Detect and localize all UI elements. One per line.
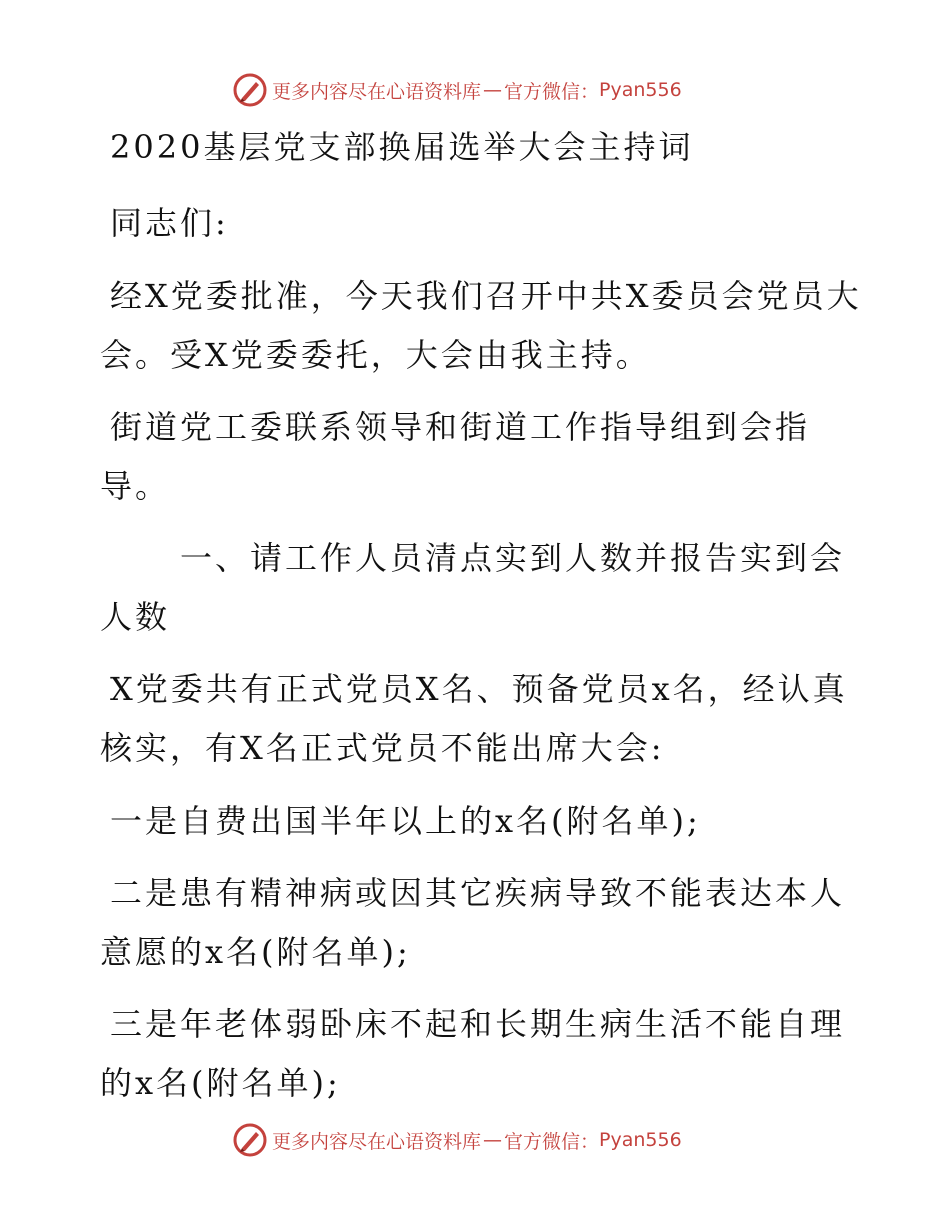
footer-watermark	[232, 1120, 682, 1160]
paragraph-line: 导。	[100, 467, 171, 505]
list-item: 意愿的x名(附名单);	[100, 933, 411, 971]
paragraph-line: 街道党工委联系领导和街道工作指导组到会指	[110, 408, 811, 446]
watermark-dash: —	[483, 1129, 503, 1151]
watermark-label: 官方微信：	[504, 80, 600, 103]
paragraph-line: 同志们:	[110, 204, 229, 242]
watermark-label: 官方微信：	[504, 1130, 600, 1153]
paragraph-line: 经X党委批准，今天我们召开中共X委员会党员大	[110, 277, 862, 315]
pen-logo-icon	[232, 1122, 268, 1158]
watermark-text: 更多内容尽在心语资料库	[272, 80, 482, 103]
list-item: 的x名(附名单);	[100, 1064, 341, 1102]
watermark-id: Pyan556	[599, 1129, 682, 1151]
list-item: 二是患有精神病或因其它疾病导致不能表达本人	[110, 874, 846, 912]
paragraph-line: X党委共有正式党员X名、预备党员x名，经认真	[110, 670, 848, 708]
list-item: 三是年老体弱卧床不起和长期生病生活不能自理	[110, 1005, 846, 1043]
header-watermark	[232, 70, 682, 110]
section-heading: 一、请工作人员清点实到人数并报告实到会	[180, 539, 846, 577]
document-title: 2020基层党支部换届选举大会主持词	[110, 128, 694, 166]
pen-logo-icon	[232, 72, 268, 108]
watermark-dash: —	[483, 79, 503, 101]
watermark-text: 更多内容尽在心语资料库	[272, 1130, 482, 1153]
section-heading: 人数	[100, 598, 171, 636]
list-item: 一是自费出国半年以上的x名(附名单);	[110, 802, 701, 840]
paragraph-line: 核实，有X名正式党员不能出席大会:	[100, 729, 665, 767]
paragraph-line: 会。受X党委委托，大会由我主持。	[100, 336, 651, 374]
watermark-id: Pyan556	[599, 79, 682, 101]
